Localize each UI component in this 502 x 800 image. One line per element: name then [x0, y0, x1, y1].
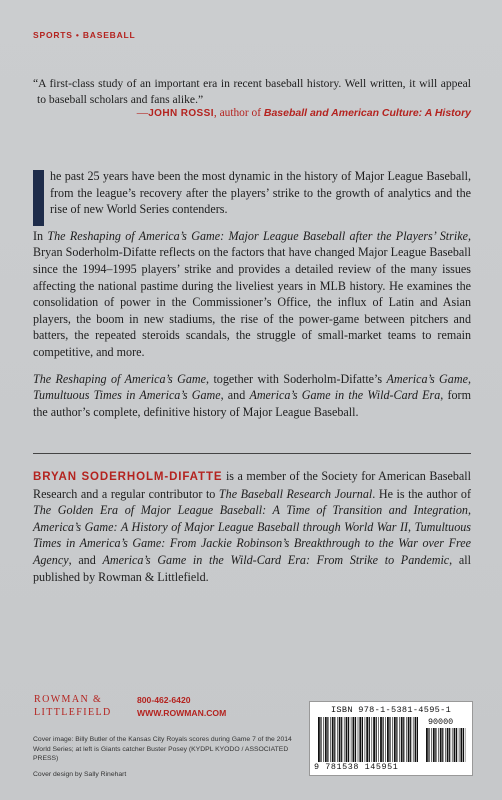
endorser-book-title: Baseball and American Culture: A History [263, 107, 471, 119]
barcode-bar [346, 717, 348, 762]
barcode-bar [399, 717, 400, 762]
description-paragraph: The Reshaping of America’s Game, together with Soderholm-Difatte’s America’s Game, Tumultuous Times in America’s Game, and America’s Game in the Wild-Card Era, form the author’s complete, definitive history of Major League Baseball. [33, 371, 471, 419]
barcode-bar [438, 728, 439, 762]
barcode-bar [445, 728, 446, 762]
barcode-bar [452, 728, 453, 762]
barcode-bar [348, 717, 349, 762]
barcode-bar [426, 728, 428, 762]
barcode-bar [337, 717, 338, 762]
barcode-bar [406, 717, 407, 762]
book-description [33, 168, 471, 430]
barcode-number: 9 781538 145951 [314, 762, 399, 772]
publisher-website: WWW.ROWMAN.COM [137, 708, 227, 718]
barcode-bar [353, 717, 355, 762]
endorsement-attribution: —JOHN ROSSI, author of Baseball and American Culture: A History [136, 107, 471, 119]
publisher-phone: 800-462-6420 [137, 695, 191, 705]
barcode-bar [318, 717, 320, 762]
barcode-bar [433, 728, 435, 762]
author-name: BRYAN SODERHOLM-DIFATTE [33, 471, 223, 483]
barcode-bar [415, 717, 417, 762]
barcode-bar [394, 717, 396, 762]
barcode-bar [332, 717, 334, 762]
barcode-bar [325, 717, 327, 762]
isbn-text: ISBN 978-1-5381-4595-1 [330, 705, 452, 715]
barcode-bar [355, 717, 356, 762]
author-bio: BRYAN SODERHOLM-DIFATTE is a member of the Society for American Baseball Research and a regular contributor to The Baseball Research Journal. He is the author of The Golden Era of Major League Baseball: A Time of Transition and Integration, America’s Game: A History of Major League Baseball through World War II, Tumultuous Times in America’s Game: From Jackie Robinson’s Breakthrough to the War over Free Agency, and America’s Game in the Wild-Card Era: From Strike to Pandemic, all published by Rowman & Littlefield. [33, 469, 472, 584]
barcode-bar [461, 728, 463, 762]
barcode-bar [447, 728, 449, 762]
barcode-bar [383, 717, 384, 762]
barcode-bar [396, 717, 397, 762]
barcode-bar [327, 717, 328, 762]
barcode-bar [366, 717, 368, 762]
barcode-bar [344, 717, 345, 762]
barcode-bar [440, 728, 442, 762]
barcode-bar [456, 728, 457, 762]
barcode-bar [372, 717, 373, 762]
publisher-logo: ROWMAN & LITTLEFIELD [34, 694, 112, 718]
barcode-bar [403, 717, 404, 762]
isbn-barcode [309, 701, 473, 776]
barcode-bar [334, 717, 335, 762]
barcode-bar [387, 717, 389, 762]
endorser-name: JOHN ROSSI [148, 108, 214, 119]
cover-design-credit: Cover design by Sally Rinehart [33, 770, 127, 778]
barcode-bar [385, 717, 386, 762]
price-barcode-bars [426, 728, 466, 762]
barcode-bar [373, 717, 375, 762]
cover-credits [33, 735, 303, 785]
barcode-bar [454, 728, 456, 762]
publisher-contact [137, 694, 226, 720]
barcode-bar [417, 717, 418, 762]
barcode-bar [378, 717, 379, 762]
barcode-bar [330, 717, 331, 762]
barcode-bar [413, 717, 414, 762]
barcode-bar [376, 717, 377, 762]
cover-image-credit: Cover image: Billy Butler of the Kansas City Royals scores during Game 7 of the 2014 World Series; at left is Giants catcher Buster Posey (KYDPL KYODO / ASSOCIATED PRESS) [33, 736, 292, 763]
price-code: 90000 [428, 717, 454, 727]
barcode-bar [401, 717, 403, 762]
barcode-bar [449, 728, 450, 762]
barcode-bar [359, 717, 361, 762]
barcode-bars [318, 717, 418, 762]
barcode-bar [358, 717, 359, 762]
barcode-bar [369, 717, 370, 762]
description-paragraph: In The Reshaping of America’s Game: Major League Baseball after the Players’ Strike, Bryan Soderholm-Difatte reflects on the factors that have changed Major League Baseball since the 1994–1995 players’ strike and provides a detailed review of the many issues affecting the national pastime during the liveliest years in MLB history. He examines the consolidation of power in the Commissioner’s Office, the influx of Latin and Asian players, the boom in new stadiums, the rise of the power-game between pitchers and batters, the repeated steroids scandals, the struggle of small-market teams to remain competitive, and more. [33, 228, 471, 359]
section-divider [33, 453, 471, 454]
category-label: SPORTS • BASEBALL [33, 30, 136, 40]
barcode-bar [389, 717, 390, 762]
endorsement-quote: “A first-class study of an important era in recent baseball history. Well written, it will appeal to baseball scholars and fans alike.” [33, 77, 471, 106]
barcode-bar [362, 717, 363, 762]
barcode-bar [408, 717, 410, 762]
barcode-bar [435, 728, 436, 762]
barcode-bar [459, 728, 460, 762]
barcode-bar [392, 717, 393, 762]
barcode-bar [351, 717, 352, 762]
barcode-bar [442, 728, 443, 762]
barcode-bar [410, 717, 411, 762]
barcode-bar [431, 728, 432, 762]
description-paragraph: he past 25 years have been the most dynamic in the history of Major League Baseball, from the league’s recovery after the players’ strike to the growth of analytics and the rise of new World Series contenders. [33, 168, 471, 218]
barcode-bar [323, 717, 324, 762]
barcode-bar [380, 717, 382, 762]
barcode-bar [320, 717, 321, 762]
barcode-bar [463, 728, 464, 762]
barcode-bar [365, 717, 366, 762]
barcode-bar [339, 717, 341, 762]
drop-cap-t [33, 170, 44, 226]
barcode-bar [428, 728, 429, 762]
barcode-bar [341, 717, 342, 762]
